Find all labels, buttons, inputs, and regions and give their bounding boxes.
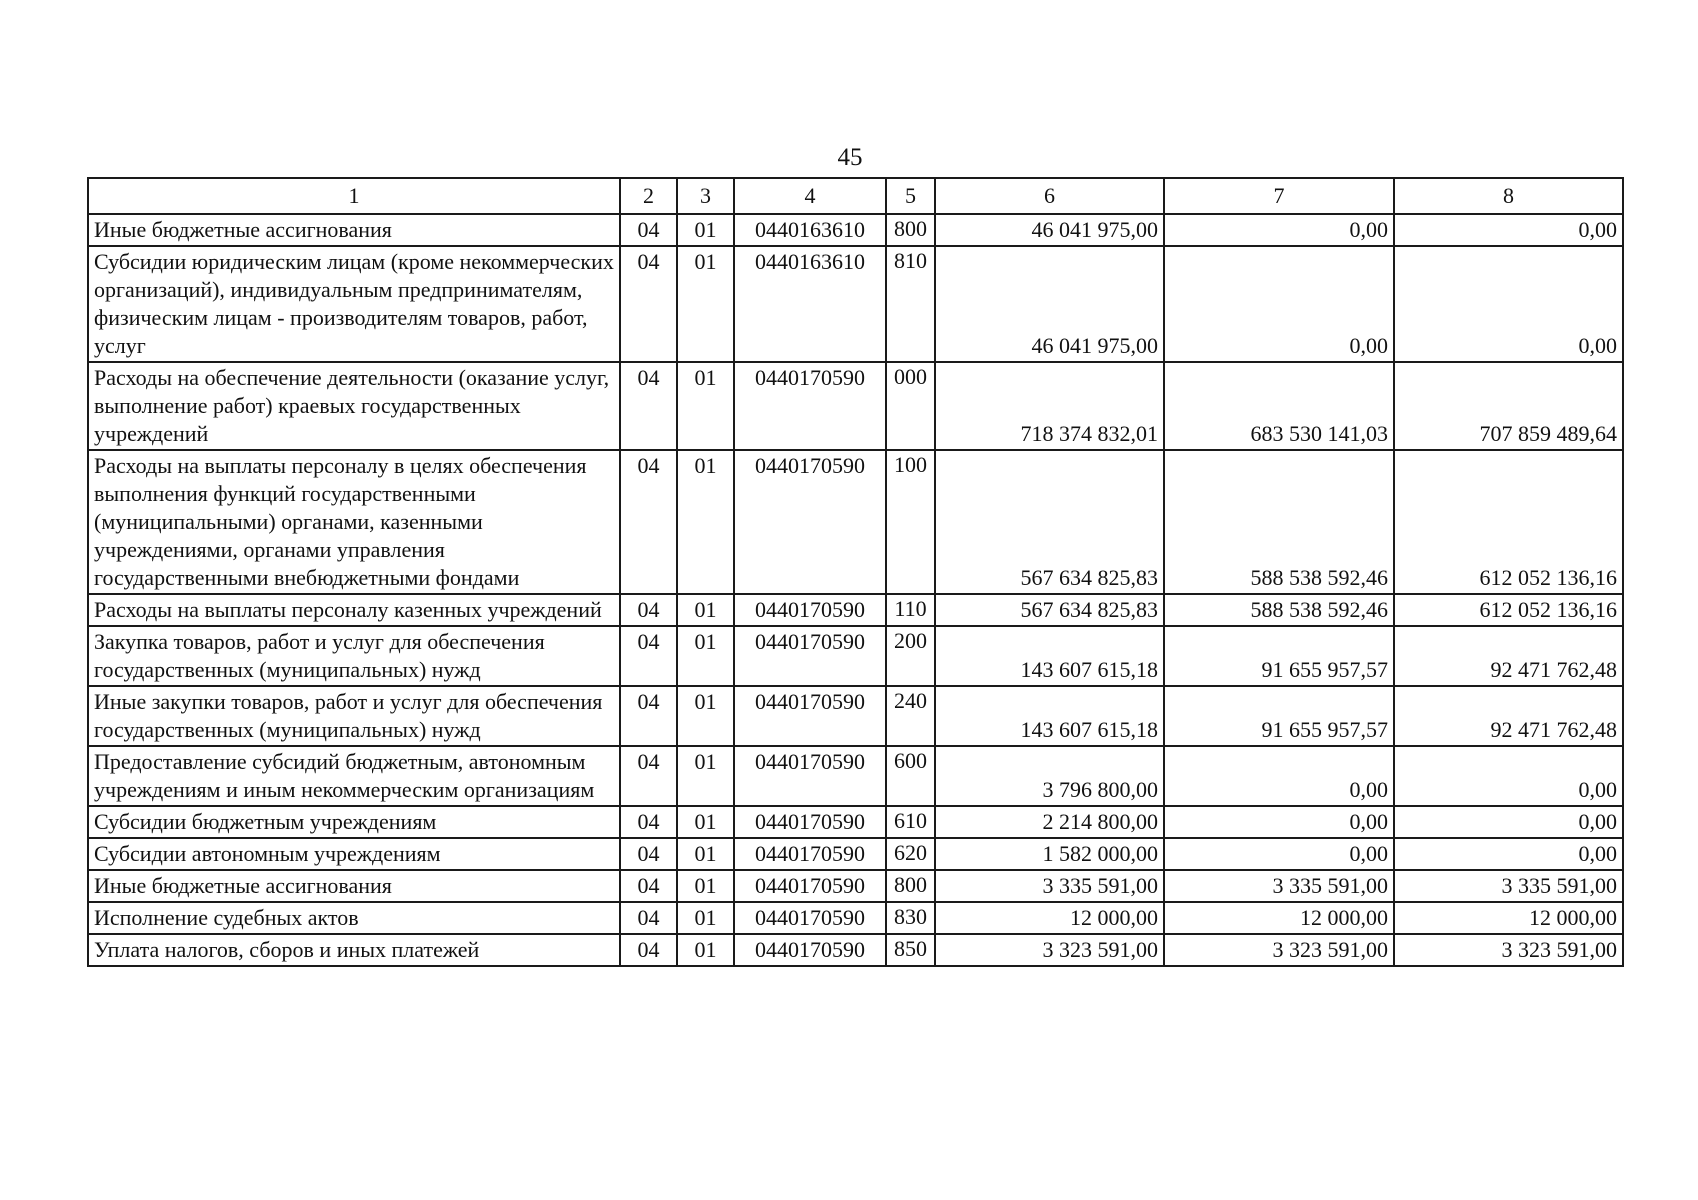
amount-cell-col7: 3 335 591,00: [1164, 870, 1394, 902]
target-item-code-cell: 0440170590: [734, 806, 886, 838]
target-item-code-cell: 0440170590: [734, 902, 886, 934]
subsection-code-cell: 01: [677, 746, 734, 806]
expense-type-code-cell: 620: [886, 838, 935, 870]
budget-table-body: [88, 214, 1623, 966]
amount-cell-col7: 91 655 957,57: [1164, 686, 1394, 746]
target-item-code-cell: 0440163610: [734, 214, 886, 246]
target-item-code-cell: 0440170590: [734, 746, 886, 806]
expense-type-code-cell: 200: [886, 626, 935, 686]
table-row: [88, 870, 1623, 902]
section-code-cell: 04: [620, 870, 677, 902]
row-name-cell: Расходы на выплаты персоналу в целях обеспечения выполнения функций государственными (муниципальными) органами, казенными учреждениями, органами управления государственными внебюджетными фондами: [88, 450, 620, 594]
amount-cell-col6: 567 634 825,83: [935, 450, 1164, 594]
expense-type-code-cell: 810: [886, 246, 935, 362]
column-header: 8: [1394, 178, 1623, 214]
amount-cell-col6: 46 041 975,00: [935, 214, 1164, 246]
amount-cell-col7: 0,00: [1164, 214, 1394, 246]
expense-type-code-cell: 800: [886, 870, 935, 902]
section-code-cell: 04: [620, 594, 677, 626]
subsection-code-cell: 01: [677, 246, 734, 362]
amount-cell-col6: 718 374 832,01: [935, 362, 1164, 450]
amount-cell-col6: 1 582 000,00: [935, 838, 1164, 870]
header-row: [88, 178, 1623, 214]
target-item-code-cell: 0440170590: [734, 450, 886, 594]
subsection-code-cell: 01: [677, 686, 734, 746]
section-code-cell: 04: [620, 686, 677, 746]
subsection-code-cell: 01: [677, 838, 734, 870]
expense-type-code-cell: 110: [886, 594, 935, 626]
table-row: [88, 686, 1623, 746]
amount-cell-col7: 0,00: [1164, 246, 1394, 362]
target-item-code-cell: 0440163610: [734, 246, 886, 362]
row-name-cell: Расходы на обеспечение деятельности (оказание услуг, выполнение работ) краевых государственных учреждений: [88, 362, 620, 450]
amount-cell-col6: 12 000,00: [935, 902, 1164, 934]
row-name-cell: Исполнение судебных актов: [88, 902, 620, 934]
amount-cell-col8: 3 323 591,00: [1394, 934, 1623, 966]
column-header: 2: [620, 178, 677, 214]
expense-type-code-cell: 000: [886, 362, 935, 450]
section-code-cell: 04: [620, 626, 677, 686]
row-name-cell: Иные закупки товаров, работ и услуг для обеспечения государственных (муниципальных) нужд: [88, 686, 620, 746]
subsection-code-cell: 01: [677, 214, 734, 246]
amount-cell-col7: 683 530 141,03: [1164, 362, 1394, 450]
table-row: [88, 594, 1623, 626]
page-number: 45: [837, 144, 863, 171]
column-header: 6: [935, 178, 1164, 214]
amount-cell-col6: 46 041 975,00: [935, 246, 1164, 362]
expense-type-code-cell: 100: [886, 450, 935, 594]
target-item-code-cell: 0440170590: [734, 362, 886, 450]
column-header: 1: [88, 178, 620, 214]
expense-type-code-cell: 600: [886, 746, 935, 806]
expense-type-code-cell: 240: [886, 686, 935, 746]
table-row: [88, 450, 1623, 594]
section-code-cell: 04: [620, 902, 677, 934]
amount-cell-col8: 3 335 591,00: [1394, 870, 1623, 902]
table-row: [88, 838, 1623, 870]
amount-cell-col6: 3 323 591,00: [935, 934, 1164, 966]
subsection-code-cell: 01: [677, 362, 734, 450]
section-code-cell: 04: [620, 746, 677, 806]
amount-cell-col8: 12 000,00: [1394, 902, 1623, 934]
table-row: [88, 246, 1623, 362]
column-header: 4: [734, 178, 886, 214]
amount-cell-col6: 3 335 591,00: [935, 870, 1164, 902]
row-name-cell: Субсидии автономным учреждениям: [88, 838, 620, 870]
target-item-code-cell: 0440170590: [734, 686, 886, 746]
amount-cell-col7: 588 538 592,46: [1164, 594, 1394, 626]
amount-cell-col8: 0,00: [1394, 746, 1623, 806]
amount-cell-col8: 707 859 489,64: [1394, 362, 1623, 450]
row-name-cell: Уплата налогов, сборов и иных платежей: [88, 934, 620, 966]
subsection-code-cell: 01: [677, 450, 734, 594]
amount-cell-col7: 0,00: [1164, 806, 1394, 838]
subsection-code-cell: 01: [677, 934, 734, 966]
section-code-cell: 04: [620, 450, 677, 594]
subsection-code-cell: 01: [677, 902, 734, 934]
subsection-code-cell: 01: [677, 594, 734, 626]
table-row: [88, 362, 1623, 450]
amount-cell-col6: 3 796 800,00: [935, 746, 1164, 806]
row-name-cell: Субсидии бюджетным учреждениям: [88, 806, 620, 838]
amount-cell-col6: 143 607 615,18: [935, 686, 1164, 746]
expense-type-code-cell: 850: [886, 934, 935, 966]
target-item-code-cell: 0440170590: [734, 594, 886, 626]
subsection-code-cell: 01: [677, 626, 734, 686]
row-name-cell: Закупка товаров, работ и услуг для обеспечения государственных (муниципальных) нужд: [88, 626, 620, 686]
target-item-code-cell: 0440170590: [734, 870, 886, 902]
amount-cell-col8: 92 471 762,48: [1394, 626, 1623, 686]
row-name-cell: Субсидии юридическим лицам (кроме некоммерческих организаций), индивидуальным предпринимателям, физическим лицам - производителям товаров, работ, услуг: [88, 246, 620, 362]
table-row: [88, 626, 1623, 686]
table-row: [88, 934, 1623, 966]
target-item-code-cell: 0440170590: [734, 626, 886, 686]
table-row: [88, 806, 1623, 838]
row-name-cell: Иные бюджетные ассигнования: [88, 214, 620, 246]
amount-cell-col6: 567 634 825,83: [935, 594, 1164, 626]
table-row: [88, 214, 1623, 246]
amount-cell-col6: 2 214 800,00: [935, 806, 1164, 838]
expense-type-code-cell: 800: [886, 214, 935, 246]
column-header: 3: [677, 178, 734, 214]
column-header: 7: [1164, 178, 1394, 214]
amount-cell-col8: 92 471 762,48: [1394, 686, 1623, 746]
amount-cell-col7: 3 323 591,00: [1164, 934, 1394, 966]
subsection-code-cell: 01: [677, 806, 734, 838]
subsection-code-cell: 01: [677, 870, 734, 902]
section-code-cell: 04: [620, 214, 677, 246]
table-row: [88, 746, 1623, 806]
table-row: [88, 902, 1623, 934]
amount-cell-col7: 0,00: [1164, 838, 1394, 870]
expense-type-code-cell: 610: [886, 806, 935, 838]
target-item-code-cell: 0440170590: [734, 838, 886, 870]
target-item-code-cell: 0440170590: [734, 934, 886, 966]
section-code-cell: 04: [620, 934, 677, 966]
section-code-cell: 04: [620, 362, 677, 450]
amount-cell-col8: 0,00: [1394, 214, 1623, 246]
amount-cell-col7: 0,00: [1164, 746, 1394, 806]
section-code-cell: 04: [620, 806, 677, 838]
amount-cell-col8: 612 052 136,16: [1394, 594, 1623, 626]
amount-cell-col8: 612 052 136,16: [1394, 450, 1623, 594]
column-header: 5: [886, 178, 935, 214]
amount-cell-col7: 12 000,00: [1164, 902, 1394, 934]
section-code-cell: 04: [620, 246, 677, 362]
amount-cell-col6: 143 607 615,18: [935, 626, 1164, 686]
row-name-cell: Иные бюджетные ассигнования: [88, 870, 620, 902]
row-name-cell: Расходы на выплаты персоналу казенных учреждений: [88, 594, 620, 626]
amount-cell-col7: 588 538 592,46: [1164, 450, 1394, 594]
section-code-cell: 04: [620, 838, 677, 870]
amount-cell-col8: 0,00: [1394, 246, 1623, 362]
budget-table: [87, 177, 1624, 967]
expense-type-code-cell: 830: [886, 902, 935, 934]
amount-cell-col7: 91 655 957,57: [1164, 626, 1394, 686]
amount-cell-col8: 0,00: [1394, 806, 1623, 838]
row-name-cell: Предоставление субсидий бюджетным, автономным учреждениям и иным некоммерческим организациям: [88, 746, 620, 806]
amount-cell-col8: 0,00: [1394, 838, 1623, 870]
